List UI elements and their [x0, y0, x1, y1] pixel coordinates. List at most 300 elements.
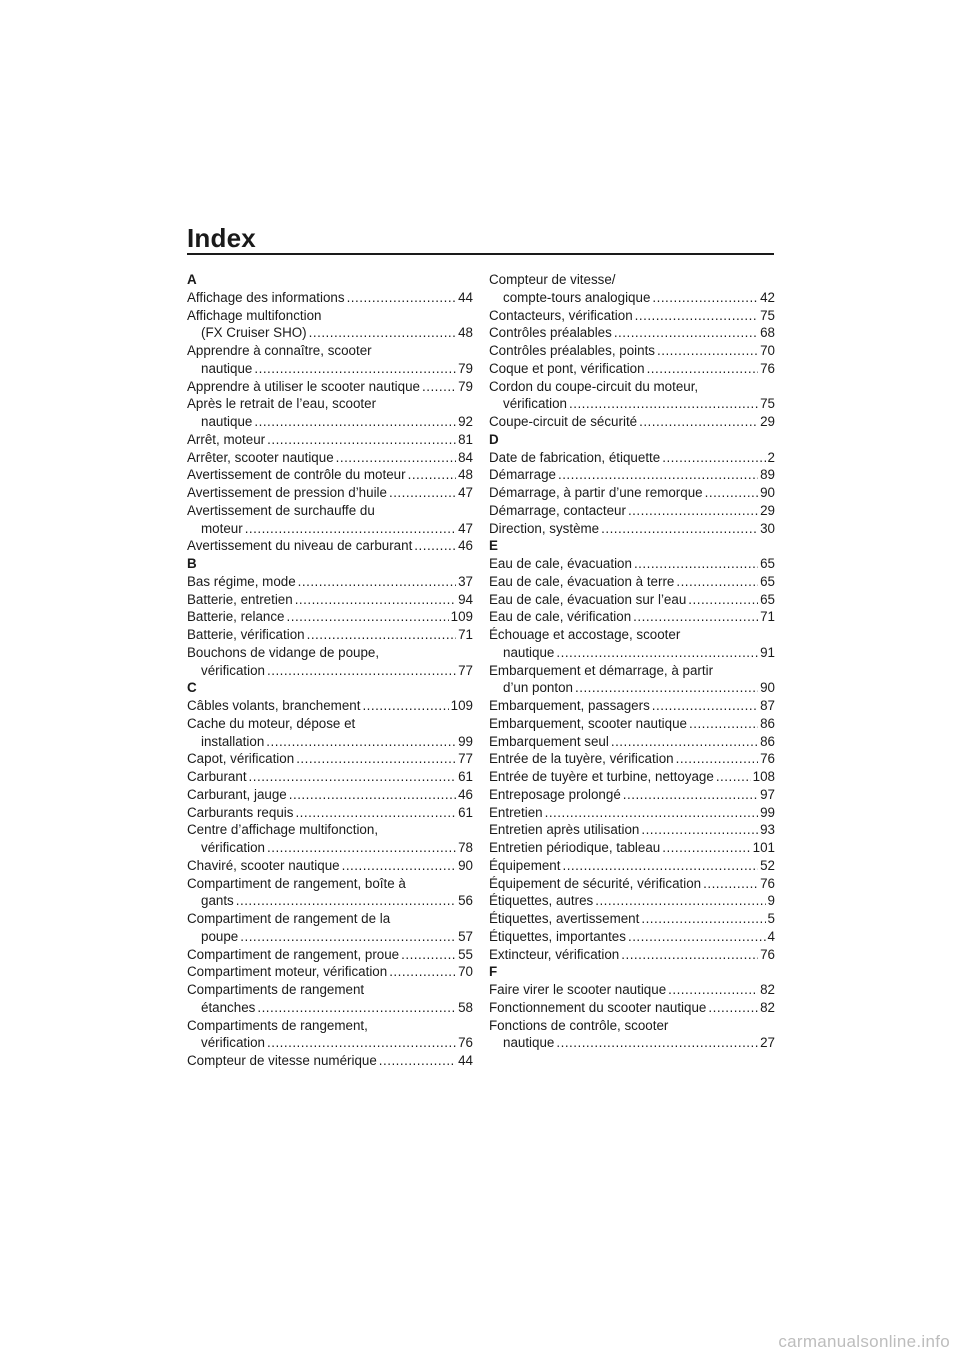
index-entry — [489, 679, 775, 697]
dot-leader — [611, 733, 758, 751]
index-page-number: 75 — [760, 396, 775, 412]
index-entry — [489, 626, 775, 644]
index-entry-text: Apprendre à connaître, scooter — [187, 343, 372, 358]
index-entry — [187, 839, 473, 857]
index-entry — [187, 910, 473, 928]
dot-leader — [634, 555, 758, 573]
dot-leader — [628, 928, 766, 946]
index-entry-text: Apprendre à utiliser le scooter nautique — [187, 378, 420, 394]
dot-leader — [267, 662, 456, 680]
dot-leader — [379, 1052, 456, 1070]
dot-leader — [347, 289, 457, 307]
index-entry-text: Carburant — [187, 769, 247, 784]
index-entry — [187, 963, 473, 981]
index-entry — [489, 502, 775, 520]
index-entry — [489, 378, 775, 396]
index-entry — [187, 484, 473, 502]
index-page-number: 56 — [458, 893, 473, 909]
index-page-number: 81 — [458, 431, 473, 447]
index-entry — [187, 360, 473, 378]
index-section-letter — [187, 271, 473, 289]
index-page-number: 37 — [458, 573, 473, 589]
dot-leader — [601, 520, 758, 538]
index-entry — [489, 750, 775, 768]
index-entry — [489, 768, 775, 786]
index-page-number: 47 — [458, 485, 473, 500]
index-entry — [187, 786, 473, 804]
index-entry-text: Démarrage, contacteur — [489, 502, 626, 518]
index-letter-text: D — [489, 431, 499, 447]
index-entry — [489, 271, 775, 289]
dot-leader — [639, 413, 758, 431]
dot-leader — [401, 946, 456, 964]
index-entry-text: Contrôles préalables, points — [489, 343, 655, 358]
index-entry — [489, 591, 775, 609]
dot-leader — [389, 963, 456, 981]
dot-leader — [266, 733, 456, 751]
index-entry-text: Coque et pont, vérification — [489, 360, 645, 376]
dot-leader — [641, 821, 758, 839]
dot-leader — [254, 360, 456, 378]
dot-leader — [623, 786, 758, 804]
index-page-number: 9 — [767, 893, 775, 909]
dot-leader — [295, 804, 456, 822]
index-entry-text: Entrée de la tuyère, vérification — [489, 751, 674, 767]
index-entry-text: installation — [201, 733, 265, 749]
index-entry — [187, 591, 473, 609]
index-page-number: 97 — [760, 786, 775, 802]
index-entry-text: Compteur de vitesse/ — [489, 272, 616, 287]
index-entry — [489, 395, 775, 413]
index-entry — [489, 662, 775, 680]
dot-leader — [414, 537, 456, 555]
dot-leader — [689, 715, 758, 733]
dot-leader — [295, 591, 456, 609]
index-entry-text: d’un ponton — [503, 680, 573, 696]
index-entry — [489, 715, 775, 733]
index-entry — [187, 981, 473, 999]
dot-leader — [257, 999, 456, 1017]
index-entry — [489, 928, 775, 946]
index-entry-text: Câbles volants, branchement — [187, 698, 361, 713]
index-page-number: 99 — [458, 733, 473, 749]
index-entry — [187, 1034, 473, 1052]
index-entry-text: Eau de cale, vérification — [489, 609, 632, 625]
index-page-number: 5 — [767, 911, 775, 926]
dot-leader — [556, 644, 758, 662]
index-entry — [187, 946, 473, 964]
index-entry-text: Entretien périodique, tableau — [489, 840, 661, 855]
index-entry-text: Démarrage, à partir d’une remorque — [489, 485, 703, 500]
index-page-number: 52 — [760, 857, 775, 873]
index-page-number: 86 — [760, 733, 775, 749]
index-entry-text: Faire virer le scooter nautique — [489, 982, 667, 997]
index-entry — [489, 342, 775, 360]
index-page-number: 76 — [760, 751, 775, 767]
index-page-number: 44 — [458, 1053, 473, 1068]
index-page-number: 27 — [760, 1035, 775, 1051]
index-page-number: 77 — [458, 751, 473, 767]
index-entry — [187, 768, 473, 786]
index-entry — [187, 697, 473, 715]
index-entry-text: Affichage des informations — [187, 289, 345, 305]
index-entry-text: Entretien — [489, 804, 543, 820]
index-page-number: 79 — [458, 378, 473, 394]
index-entry-text: Carburant, jauge — [187, 786, 287, 802]
index-entry-text: Entretien après utilisation — [489, 822, 640, 838]
index-entry — [489, 910, 775, 928]
index-entry — [187, 395, 473, 413]
dot-leader — [545, 804, 758, 822]
index-page-number: 89 — [760, 467, 775, 483]
index-entry-text: Entrée de tuyère et turbine, nettoyage — [489, 769, 714, 784]
index-letter-text: C — [187, 680, 197, 696]
index-entry-text: Entreposage prolongé — [489, 786, 621, 802]
index-page-number: 79 — [458, 360, 473, 376]
index-page-number: 87 — [760, 698, 775, 713]
index-page-number: 46 — [458, 786, 473, 802]
index-entry-text: Compartiments de rangement, — [187, 1017, 368, 1033]
index-entry — [187, 413, 473, 431]
index-page-number: 76 — [760, 875, 775, 891]
dot-leader — [309, 324, 456, 342]
index-entry — [489, 324, 775, 342]
dot-leader — [245, 520, 456, 538]
index-page-number: 109 — [450, 698, 473, 713]
index-page-number: 82 — [760, 999, 775, 1015]
index-entry-text: Contacteurs, vérification — [489, 307, 633, 323]
index-entry — [489, 733, 775, 751]
index-entry — [187, 875, 473, 893]
dot-leader — [703, 875, 758, 893]
index-entry — [187, 1052, 473, 1070]
index-entry-text: Avertissement du niveau de carburant — [187, 538, 413, 554]
index-entry — [187, 715, 473, 733]
index-entry — [187, 821, 473, 839]
index-entry — [187, 431, 473, 449]
index-entry — [187, 502, 473, 520]
index-entry-text: nautique — [201, 414, 253, 429]
index-entry-text: Avertissement de pression d’huile — [187, 485, 387, 500]
index-entry-text: gants — [201, 893, 234, 909]
index-page-number: 44 — [458, 289, 473, 305]
index-entry — [489, 804, 775, 822]
index-entry-text: Compartiment de rangement, boîte à — [187, 875, 406, 891]
index-entry-text: nautique — [503, 1035, 555, 1051]
index-entry-text: Équipement de sécurité, vérification — [489, 875, 702, 891]
index-entry — [489, 821, 775, 839]
dot-leader — [641, 910, 765, 928]
index-section-letter — [489, 537, 775, 555]
dot-leader — [595, 892, 765, 910]
index-page-number: 68 — [760, 325, 775, 341]
index-page-number: 90 — [760, 680, 775, 696]
index-entry-text: Batterie, entretien — [187, 591, 293, 607]
dot-leader — [668, 981, 758, 999]
index-entry — [187, 342, 473, 360]
index-page-number: 82 — [760, 982, 775, 997]
index-page-number: 29 — [760, 414, 775, 429]
dot-leader — [289, 786, 456, 804]
index-entry-text: Étiquettes, avertissement — [489, 911, 640, 926]
index-entry-text: Coupe-circuit de sécurité — [489, 414, 638, 429]
index-column-right — [489, 271, 775, 1052]
index-entry — [187, 804, 473, 822]
index-entry-text: Bas régime, mode — [187, 573, 296, 589]
index-page-number: 91 — [760, 644, 775, 660]
index-column-left — [187, 271, 473, 1070]
dot-leader — [307, 626, 457, 644]
dot-leader — [287, 608, 449, 626]
index-entry — [489, 413, 775, 431]
index-entry — [489, 289, 775, 307]
index-entry — [187, 466, 473, 484]
index-page-number: 70 — [760, 343, 775, 358]
index-entry-text: vérification — [503, 396, 568, 412]
index-entry-text: Compartiment de rangement de la — [187, 911, 391, 926]
index-entry-text: (FX Cruiser SHO) — [201, 325, 307, 341]
index-entry — [489, 484, 775, 502]
index-page-number: 76 — [760, 360, 775, 376]
dot-leader — [562, 857, 758, 875]
index-entry-text: nautique — [503, 644, 555, 660]
index-entry-text: Fonctionnement du scooter nautique — [489, 999, 707, 1015]
index-entry-text: Arrêter, scooter nautique — [187, 449, 334, 465]
index-page-number: 55 — [458, 946, 473, 962]
dot-leader — [652, 697, 758, 715]
index-page-number: 58 — [458, 999, 473, 1015]
index-entry — [187, 892, 473, 910]
index-section-letter — [187, 555, 473, 573]
index-entry — [489, 307, 775, 325]
index-section-letter — [489, 963, 775, 981]
dot-leader — [688, 591, 758, 609]
index-entry-text: Compartiment moteur, vérification — [187, 964, 388, 980]
index-entry-text: Compartiments de rangement — [187, 982, 365, 997]
index-page-number: 65 — [760, 556, 775, 571]
index-page-number: 65 — [760, 573, 775, 589]
index-entry-text: Étiquettes, importantes — [489, 928, 626, 944]
dot-leader — [716, 768, 751, 786]
index-entry — [489, 999, 775, 1017]
dot-leader — [558, 466, 758, 484]
index-entry-text: poupe — [201, 928, 239, 944]
index-page-number: 71 — [458, 627, 473, 642]
index-entry-text: Extincteur, vérification — [489, 946, 620, 962]
index-entry-text: Carburants requis — [187, 804, 294, 820]
title-rule — [187, 253, 774, 255]
index-entry-text: vérification — [201, 662, 266, 678]
index-entry — [489, 786, 775, 804]
index-entry-text: Après le retrait de l’eau, scooter — [187, 396, 377, 412]
dot-leader — [628, 502, 758, 520]
index-entry-text: Fonctions de contrôle, scooter — [489, 1017, 669, 1033]
index-entry — [489, 555, 775, 573]
index-entry — [489, 697, 775, 715]
watermark: carmanualsonline.info — [778, 1332, 950, 1351]
index-entry-text: Cordon du coupe-circuit du moteur, — [489, 378, 699, 394]
index-entry-text: Embarquement, scooter nautique — [489, 715, 688, 731]
index-page-number: 109 — [450, 609, 473, 625]
index-entry — [187, 928, 473, 946]
index-entry — [187, 520, 473, 538]
index-section-letter — [187, 679, 473, 697]
index-entry-text: Batterie, vérification — [187, 627, 305, 642]
index-entry-text: Cache du moteur, dépose et — [187, 715, 356, 731]
index-page-number: 4 — [767, 928, 775, 944]
index-entry — [489, 360, 775, 378]
index-entry — [187, 999, 473, 1017]
index-entry — [187, 857, 473, 875]
index-entry-text: Contrôles préalables — [489, 325, 612, 341]
dot-leader — [236, 892, 456, 910]
index-page-number: 71 — [760, 609, 775, 625]
index-entry-text: Bouchons de vidange de poupe, — [187, 644, 380, 660]
index-letter-text: A — [187, 272, 197, 287]
index-page-number: 93 — [760, 822, 775, 838]
index-page-number: 46 — [458, 538, 473, 554]
index-entry-text: Embarquement, passagers — [489, 698, 650, 713]
dot-leader — [657, 342, 758, 360]
index-entry — [489, 520, 775, 538]
index-entry-text: Affichage multifonction — [187, 307, 322, 323]
index-section-letter — [489, 431, 775, 449]
dot-leader — [336, 449, 456, 467]
index-entry — [187, 307, 473, 325]
index-entry-text: Échouage et accostage, scooter — [489, 627, 681, 642]
dot-leader — [635, 307, 758, 325]
index-entry — [489, 466, 775, 484]
index-page-number: 90 — [458, 857, 473, 873]
index-entry-text: compte-tours analogique — [503, 289, 651, 305]
index-entry-text: Direction, système — [489, 520, 600, 536]
index-entry — [187, 662, 473, 680]
index-page-number: 61 — [458, 804, 473, 820]
index-page-number: 70 — [458, 964, 473, 980]
index-entry — [489, 644, 775, 662]
index-entry — [187, 449, 473, 467]
index-entry-text: Étiquettes, autres — [489, 893, 594, 909]
index-entry — [187, 573, 473, 591]
index-entry — [489, 946, 775, 964]
dot-leader — [575, 679, 758, 697]
dot-leader — [342, 857, 457, 875]
index-entry-text: Date de fabrication, étiquette — [489, 449, 661, 465]
index-page-number: 65 — [760, 591, 775, 607]
dot-leader — [556, 1034, 758, 1052]
index-entry-text: Capot, vérification — [187, 751, 295, 767]
dot-leader — [705, 484, 758, 502]
index-entry — [187, 626, 473, 644]
index-page-number: 48 — [458, 325, 473, 341]
index-page-number: 92 — [458, 414, 473, 429]
index-entry — [489, 875, 775, 893]
index-page-number: 57 — [458, 928, 473, 944]
index-page-number: 42 — [760, 289, 775, 305]
dot-leader — [676, 573, 758, 591]
index-entry — [187, 644, 473, 662]
index-entry — [187, 289, 473, 307]
index-entry-text: vérification — [201, 1035, 266, 1051]
index-entry-text: Avertissement de contrôle du moteur — [187, 467, 406, 483]
index-entry-text: nautique — [201, 360, 253, 376]
index-entry — [489, 981, 775, 999]
index-entry — [489, 1034, 775, 1052]
dot-leader — [267, 431, 456, 449]
index-entry-text: Avertissement de surchauffe du — [187, 502, 375, 518]
index-entry — [489, 857, 775, 875]
index-entry — [489, 573, 775, 591]
index-letter-text: F — [489, 964, 498, 980]
dot-leader — [296, 750, 456, 768]
index-entry — [187, 537, 473, 555]
index-entry-text: Compteur de vitesse numérique — [187, 1053, 377, 1068]
index-entry-text: Eau de cale, évacuation sur l’eau — [489, 591, 687, 607]
index-page-number: 84 — [458, 449, 473, 465]
dot-leader — [298, 573, 456, 591]
index-entry — [187, 378, 473, 396]
index-entry — [489, 892, 775, 910]
dot-leader — [614, 324, 758, 342]
index-entry — [489, 608, 775, 626]
dot-leader — [662, 449, 765, 467]
index-page-number: 47 — [458, 520, 473, 536]
index-page-number: 30 — [760, 520, 775, 536]
index-page-number: 78 — [458, 840, 473, 855]
dot-leader — [267, 839, 456, 857]
index-page-number: 94 — [458, 591, 473, 607]
index-entry-text: Centre d’affichage multifonction, — [187, 822, 379, 838]
index-entry-text: vérification — [201, 840, 266, 855]
index-page-number: 101 — [752, 840, 775, 855]
index-entry — [489, 839, 775, 857]
index-entry-text: Chaviré, scooter nautique — [187, 857, 340, 873]
index-entry-text: Batterie, relance — [187, 609, 285, 625]
index-entry-text: Embarquement seul — [489, 733, 609, 749]
index-letter-text: E — [489, 538, 498, 554]
dot-leader — [249, 768, 457, 786]
index-page-number: 99 — [760, 804, 775, 820]
index-entry-text: étanches — [201, 999, 256, 1015]
dot-leader — [408, 466, 457, 484]
index-entry-text: Équipement — [489, 857, 561, 873]
index-page-number: 48 — [458, 467, 473, 483]
dot-leader — [676, 750, 759, 768]
dot-leader — [662, 839, 750, 857]
index-entry — [187, 733, 473, 751]
index-page-number: 61 — [458, 769, 473, 784]
dot-leader — [254, 413, 456, 431]
index-entry-text: Démarrage — [489, 467, 556, 483]
dot-leader — [633, 608, 758, 626]
dot-leader — [267, 1034, 456, 1052]
index-entry — [187, 324, 473, 342]
index-page-number: 2 — [767, 449, 775, 465]
index-page-number: 77 — [458, 662, 473, 678]
index-entry — [489, 1017, 775, 1035]
page-title: Index — [187, 223, 256, 253]
index-page-number: 76 — [458, 1035, 473, 1051]
index-page-number: 90 — [760, 485, 775, 500]
index-page-number: 75 — [760, 307, 775, 323]
index-entry-text: Compartiment de rangement, proue — [187, 946, 400, 962]
index-entry-text: Arrêt, moteur — [187, 431, 266, 447]
index-page-number: 108 — [752, 769, 775, 784]
index-entry-text: moteur — [201, 520, 243, 536]
dot-leader — [621, 946, 758, 964]
dot-leader — [240, 928, 456, 946]
dot-leader — [647, 360, 759, 378]
